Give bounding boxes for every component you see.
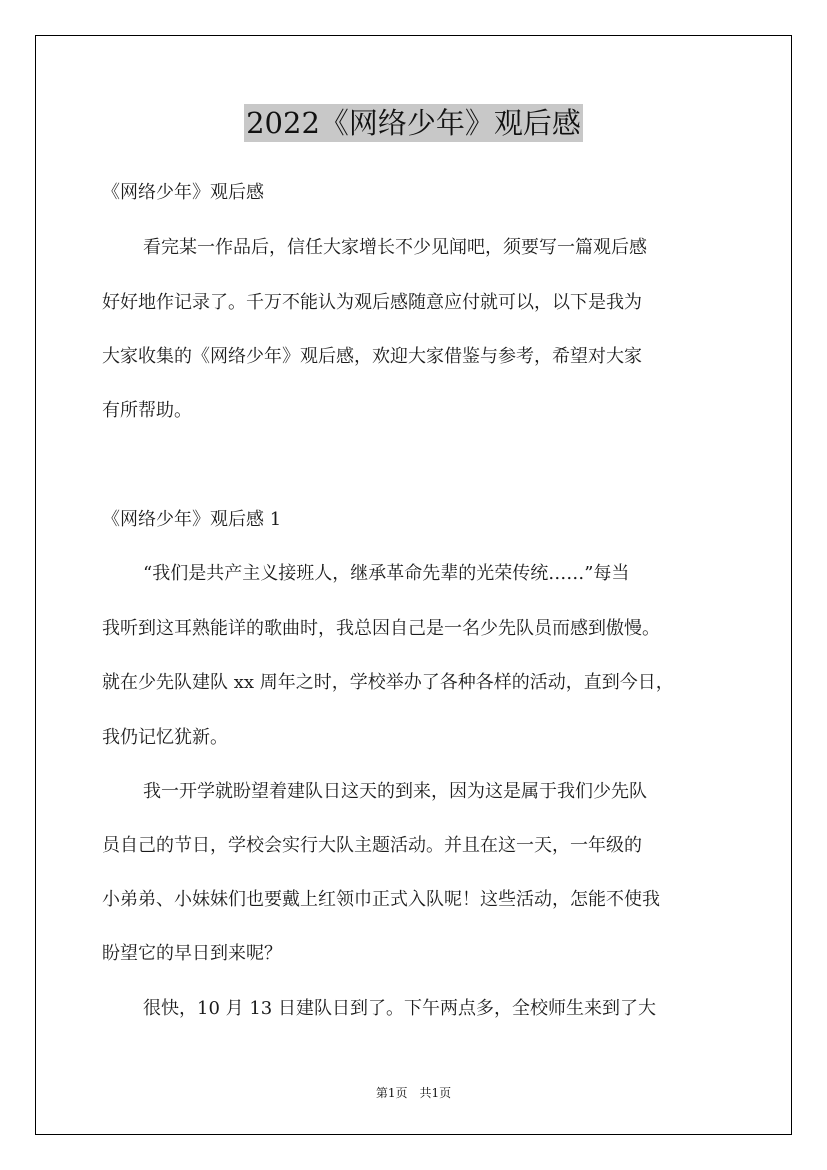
paragraph-line: 很快，10 月 13 日建队日到了。下午两点多，全校师生来到了大 bbox=[143, 998, 656, 1019]
paragraph-line: 就在少先队建队 xx 周年之时，学校举办了各种各样的活动，直到今日， bbox=[102, 672, 674, 693]
paragraph-line: 我听到这耳熟能详的歌曲时，我总因自己是一名少先队员而感到傲慢。 bbox=[102, 618, 660, 639]
subtitle: 《网络少年》观后感 bbox=[102, 182, 264, 203]
paragraph-line: 我一开学就盼望着建队日这天的到来，因为这是属于我们少先队 bbox=[143, 781, 647, 802]
page-footer: 第1页 共1页 bbox=[375, 1086, 452, 1100]
intro-line: 大家收集的《网络少年》观后感，欢迎大家借鉴与参考，希望对大家 bbox=[102, 346, 642, 367]
paragraph-line: 我仍记忆犹新。 bbox=[102, 727, 228, 748]
paragraph-line: 员自己的节日，学校会实行大队主题活动。并且在这一天，一年级的 bbox=[102, 835, 642, 856]
intro-line: 看完某一作品后，信任大家增长不少见闻吧，须要写一篇观后感 bbox=[143, 237, 647, 258]
paragraph-line: 小弟弟、小妹妹们也要戴上红领巾正式入队呢！这些活动，怎能不使我 bbox=[102, 889, 660, 910]
intro-line: 好好地作记录了。千万不能认为观后感随意应付就可以，以下是我为 bbox=[102, 292, 642, 313]
intro-line: 有所帮助。 bbox=[102, 400, 192, 421]
section-heading: 《网络少年》观后感 1 bbox=[102, 509, 282, 530]
document-title: 2022《网络少年》观后感 bbox=[246, 106, 581, 140]
title-container bbox=[0, 104, 827, 142]
paragraph-line: “我们是共产主义接班人，继承革命先辈的光荣传统……”每当 bbox=[143, 563, 630, 584]
paragraph-line: 盼望它的早日到来呢？ bbox=[102, 943, 282, 964]
